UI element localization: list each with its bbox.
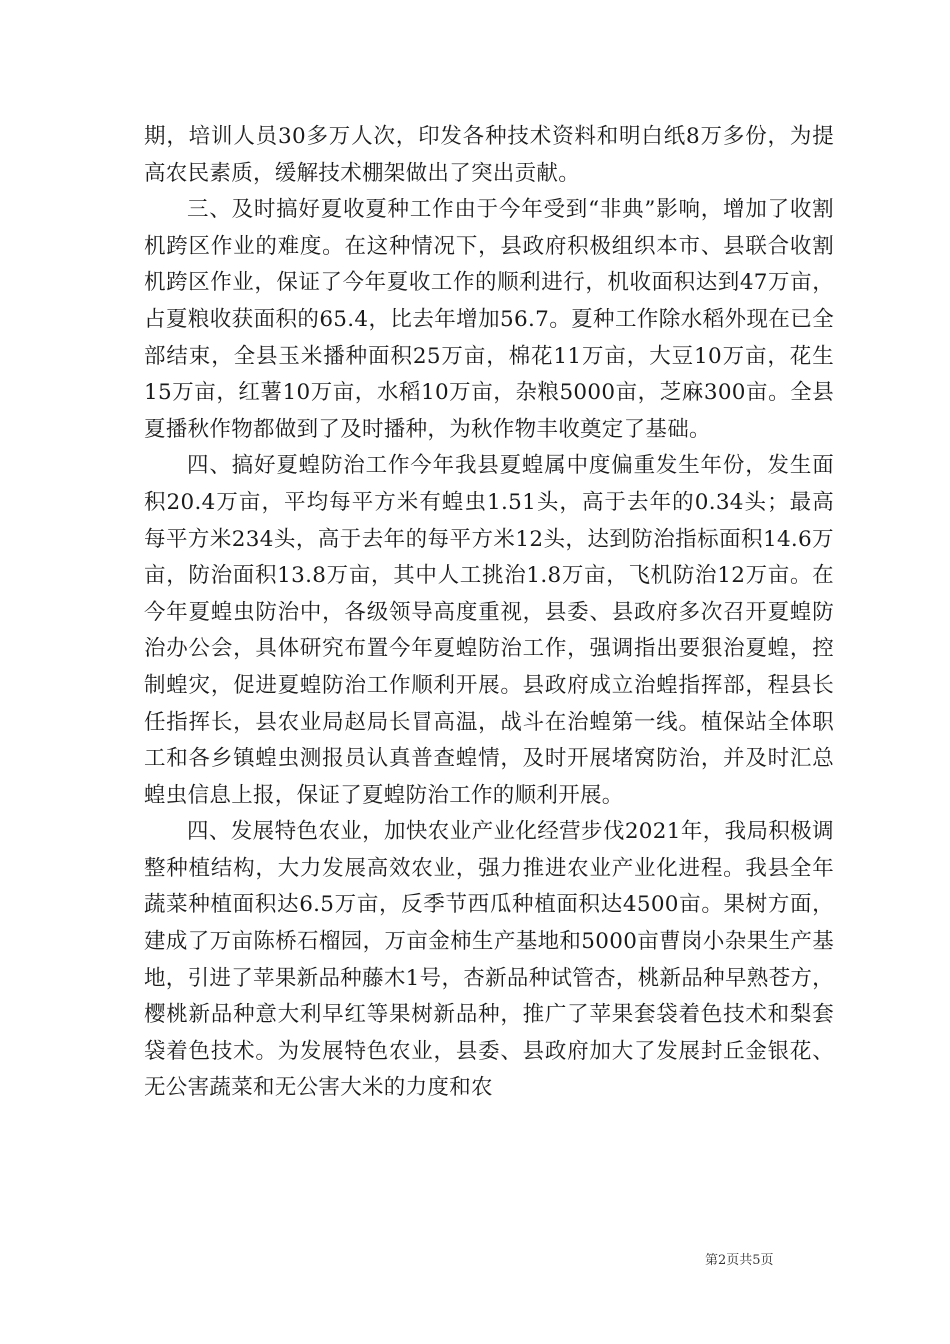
paragraph-summer-harvest: 三、及时搞好夏收夏种工作由于今年受到“非典”影响，增加了收割机跨区作业的难度。在这种情况下，县政府积极组织本市、县联合收割机跨区作业，保证了今年夏收工作的顺利进行，机收面积达到47万亩，占夏粮收获面积的65.4，比去年增加56.7。夏种工作除水稻外现在已全部结束，全县玉米播种面积25万亩，棉花11万亩，大豆10万亩，花生15万亩，红薯10万亩，水稻10万亩，杂粮5000亩，芝麻300亩。全县夏播秋作物都做到了及时播种，为秋作物丰收奠定了基础。 bbox=[144, 197, 834, 442]
paragraph-locust-control: 四、搞好夏蝗防治工作今年我县夏蝗属中度偏重发生年份，发生面积20.4万亩，平均每平方米有蝗虫1.51头，高于去年的0.34头；最高每平方米234头，高于去年的每平方米12头，达到防治指标面积14.6万亩，防治面积13.8万亩，其中人工挑治1.8万亩，飞机防治12万亩。在今年夏蝗虫防治中，各级领导高度重视，县委、县政府多次召开夏蝗防治办公会，具体研究布置今年夏蝗防治工作，强调指出要狠治夏蝗，控制蝗灾，促进夏蝗防治工作顺利开展。县政府成立治蝗指挥部，程县长任指挥长，县农业局赵局长冒高温，战斗在治蝗第一线。植保站全体职工和各乡镇蝗虫测报员认真普查蝗情，及时开展堵窝防治，并及时汇总蝗虫信息上报，保证了夏蝗防治工作的顺利开展。 bbox=[144, 453, 834, 808]
paragraph-specialty-agriculture: 四、发展特色农业，加快农业产业化经营步伐2021年，我局积极调整种植结构，大力发展高效农业，强力推进农业产业化进程。我县全年蔬菜种植面积达6.5万亩，反季节西瓜种植面积达4500亩。果树方面，建成了万亩陈桥石榴园，万亩金柿生产基地和5000亩曹岗小杂果生产基地，引进了苹果新品种藤木1号，杏新品种试管杏，桃新品种早熟苍方，樱桃新品种意大利早红等果树新品种，推广了苹果套袋着色技术和梨套袋着色技术。为发展特色农业，县委、县政府加大了发展封丘金银花、无公害蔬菜和无公害大米的力度和农 bbox=[144, 819, 834, 1101]
paragraph-training-summary: 期，培训人员30多万人次，印发各种技术资料和明白纸8万多份，为提高农民素质，缓解技术棚架做出了突出贡献。 bbox=[144, 124, 834, 186]
document-body bbox=[144, 119, 834, 1107]
page-number-footer: 第2页共5页 bbox=[705, 1253, 774, 1268]
